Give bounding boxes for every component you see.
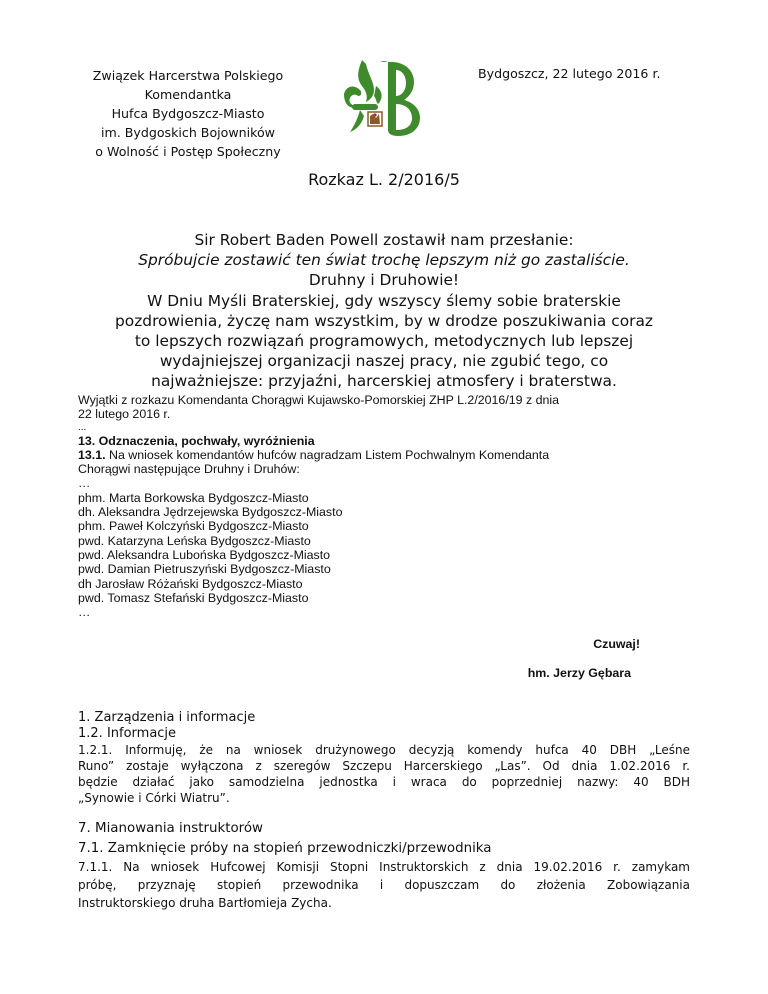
paragraph-line: próbę, przyznaję stopień przewodnika i dopuszczam do złożenia Zobowiązania: [78, 878, 690, 892]
ellipsis: …: [78, 476, 91, 491]
paragraph-line: 7.1.1. Na wniosek Hufcowej Komisji Stopni Instruktorskich z dnia 19.02.2016 r. zamykam: [78, 860, 690, 874]
section-7: [78, 820, 690, 912]
greeting-quote: [84, 230, 684, 392]
section-7-heading: 7. Mianowania instruktorów: [78, 821, 263, 836]
section-1-subheading: 1.2. Informacje: [78, 726, 177, 741]
quote-line: Druhny i Druhowie!: [308, 271, 460, 290]
signer-name: hm. Jerzy Gębara: [527, 666, 631, 680]
org-line: Komendantka: [144, 87, 232, 102]
subsection-number: 13.1.: [78, 447, 106, 462]
subsection-line: Chorągwi następujące Druhny i Druhów:: [78, 462, 300, 477]
awardee-name: dh Jarosław Różański Bydgoszcz-Miasto: [78, 576, 303, 591]
section-1-heading: 1. Zarządzenia i informacje: [78, 710, 256, 725]
awardee-name: pwd. Katarzyna Leńska Bydgoszcz-Miasto: [78, 533, 311, 548]
section-7-subheading: 7.1. Zamknięcie próby na stopień przewodniczki/przewodnika: [78, 841, 492, 856]
quote-line: Sir Robert Baden Powell zostawił nam przesłanie:: [194, 231, 574, 249]
paragraph-line: będzie działać jako samodzielna jednostka i wraca do poprzedniej nazwy: 40 BDH: [78, 775, 690, 789]
excerpt-intro-line: Wyjątki z rozkazu Komendanta Chorągwi Kujawsko-Pomorskiej ZHP L.2/2016/19 z dnia: [78, 393, 560, 407]
awardee-name: pwd. Damian Pietruszyński Bydgoszcz-Miasto: [78, 562, 331, 577]
awardee-name: pwd. Aleksandra Lubońska Bydgoszcz-Miasto: [78, 547, 331, 562]
paragraph-line: 1.2.1. Informuję, że na wniosek drużynowego decyzją komendy hufca 40 DBH „Leśne: [78, 743, 690, 757]
quote-line-italic: Spróbujcie zostawić ten świat trochę lepszym niż go zastaliście.: [138, 251, 630, 270]
paragraph-line: „Synowie i Córki Wiatru”.: [78, 791, 230, 805]
section-1: [78, 710, 690, 806]
section-heading: 13. Odznaczenia, pochwały, wyróżnienia: [78, 433, 315, 448]
place-and-date: Bydgoszcz, 22 lutego 2016 r.: [478, 66, 661, 81]
org-line: im. Bydgoskich Bojowników: [100, 125, 275, 140]
section-7-paragraph: [78, 858, 690, 912]
awardee-name: dh. Aleksandra Jędrzejewska Bydgoszcz-Miasto: [78, 505, 343, 520]
quote-line: wydajniejszej organizacji naszej pracy, nie zgubić tego, co: [159, 352, 609, 371]
organization-header: [78, 66, 298, 161]
quote-line: to lepszych rozwiązań programowych, metodycznych lub lepszej: [134, 332, 634, 351]
excerpt-intro-line: 22 lutego 2016 r.: [78, 407, 171, 422]
quote-line: najważniejsze: przyjaźni, harcerskiej atmosfery i braterstwa.: [151, 372, 617, 391]
paragraph-line: Runo” zostaje wyłączona z szeregów Szczepu Harcerskiego „Las”. Od dnia 1.02.2016 r.: [78, 759, 690, 773]
ellipsis: …: [78, 605, 91, 620]
hufiec-logo: [340, 56, 422, 140]
org-line: Związek Harcerstwa Polskiego: [92, 68, 284, 83]
org-line: o Wolność i Postęp Społeczny: [95, 144, 281, 159]
subsection-line: [78, 448, 678, 462]
quote-line: W Dniu Myśli Braterskiej, gdy wszyscy ślemy sobie braterskie: [147, 291, 621, 310]
quote-line: pozdrowienia, życzę nam wszystkim, by w drodze poszukiwania coraz: [115, 311, 653, 330]
signoff: Czuwaj!: [593, 637, 640, 651]
subsection-text: Na wniosek komendantów hufców nagradzam Listem Pochwalnym Komendanta: [105, 447, 550, 462]
org-line: Hufca Bydgoszcz-Miasto: [111, 106, 265, 121]
section-1-paragraph: [78, 742, 690, 806]
paragraph-line: Instruktorskiego druha Bartłomieja Zycha.: [78, 896, 332, 910]
awardee-name: phm. Marta Borkowska Bydgoszcz-Miasto: [78, 490, 309, 505]
awardee-name: phm. Paweł Kolczyński Bydgoszcz-Miasto: [78, 519, 309, 534]
awardee-name: pwd. Tomasz Stefański Bydgoszcz-Miasto: [78, 590, 309, 605]
ellipsis: ...: [78, 421, 87, 433]
order-title: Rozkaz L. 2/2016/5: [308, 170, 460, 189]
excerpt-block: [78, 393, 678, 619]
